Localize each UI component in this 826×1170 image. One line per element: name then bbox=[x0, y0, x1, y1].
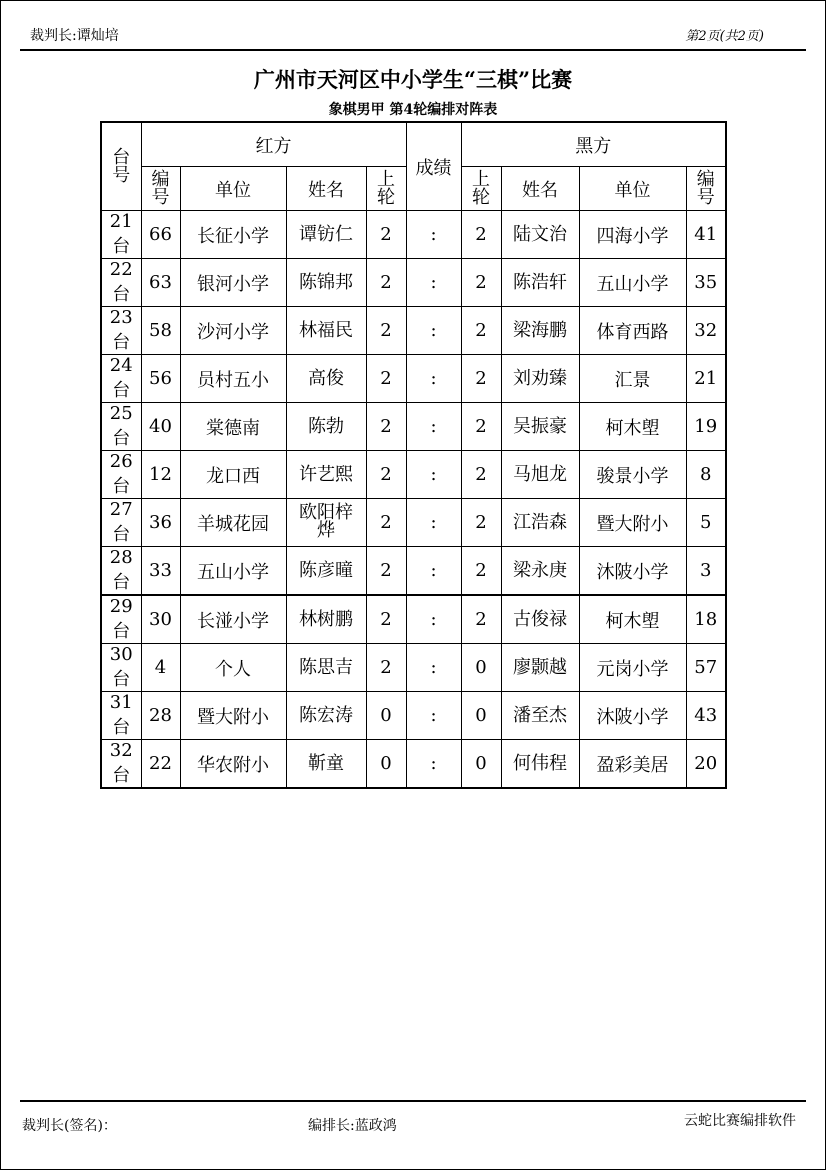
red-unit-cell: 沙河小学 bbox=[180, 307, 286, 355]
black-prev-cell: 0 bbox=[461, 692, 501, 740]
referee-signature: 裁判长(签名)： bbox=[22, 1118, 117, 1134]
black-unit-cell: 暨大附小 bbox=[579, 499, 686, 547]
black-no-cell: 21 bbox=[686, 355, 726, 403]
red-unit-cell: 五山小学 bbox=[180, 547, 286, 596]
board-cell: 27台 bbox=[101, 499, 141, 547]
red-no-cell: 36 bbox=[141, 499, 180, 547]
black-prev-cell: 0 bbox=[461, 740, 501, 789]
black-name-header: 姓名 bbox=[501, 167, 579, 211]
red-no-cell: 63 bbox=[141, 259, 180, 307]
red-no-cell: 12 bbox=[141, 451, 180, 499]
page-number: 第2页(共2页) bbox=[685, 29, 764, 44]
red-name-cell: 欧阳梓烨 bbox=[286, 499, 366, 547]
black-name-cell: 江浩森 bbox=[501, 499, 579, 547]
table-row bbox=[101, 692, 726, 740]
red-no-cell: 22 bbox=[141, 740, 180, 789]
red-name-cell: 陈宏涛 bbox=[286, 692, 366, 740]
board-cell: 23台 bbox=[101, 307, 141, 355]
table-row bbox=[101, 259, 726, 307]
result-cell: : bbox=[406, 211, 461, 259]
black-unit-cell: 五山小学 bbox=[579, 259, 686, 307]
red-prev-cell: 2 bbox=[366, 355, 406, 403]
result-cell: : bbox=[406, 692, 461, 740]
black-no-cell: 8 bbox=[686, 451, 726, 499]
red-side-header: 红方 bbox=[141, 122, 406, 167]
red-name-cell: 许艺熙 bbox=[286, 451, 366, 499]
software-name: 云蛇比赛编排软件 bbox=[684, 1113, 796, 1129]
black-unit-cell: 四海小学 bbox=[579, 211, 686, 259]
board-cell: 24台 bbox=[101, 355, 141, 403]
board-cell: 28台 bbox=[101, 547, 141, 596]
black-prev-cell: 2 bbox=[461, 355, 501, 403]
black-no-cell: 19 bbox=[686, 403, 726, 451]
black-name-cell: 潘至杰 bbox=[501, 692, 579, 740]
red-unit-cell: 暨大附小 bbox=[180, 692, 286, 740]
black-prev-cell: 2 bbox=[461, 259, 501, 307]
black-unit-cell: 沐陂小学 bbox=[579, 547, 686, 596]
black-no-cell: 18 bbox=[686, 595, 726, 644]
red-unit-cell: 棠德南 bbox=[180, 403, 286, 451]
black-unit-cell: 盈彩美居 bbox=[579, 740, 686, 789]
page-subtitle: 象棋男甲 第4轮编排对阵表 bbox=[328, 102, 498, 118]
result-cell: : bbox=[406, 740, 461, 789]
red-name-cell: 陈彦曈 bbox=[286, 547, 366, 596]
black-no-cell: 41 bbox=[686, 211, 726, 259]
black-unit-header: 单位 bbox=[579, 167, 686, 211]
black-prev-header: 上轮 bbox=[461, 167, 501, 211]
black-prev-cell: 2 bbox=[461, 451, 501, 499]
red-prev-cell: 2 bbox=[366, 547, 406, 596]
red-no-cell: 28 bbox=[141, 692, 180, 740]
table-row bbox=[101, 403, 726, 451]
black-name-cell: 古俊禄 bbox=[501, 595, 579, 644]
red-no-cell: 4 bbox=[141, 644, 180, 692]
black-prev-cell: 2 bbox=[461, 403, 501, 451]
red-unit-cell: 个人 bbox=[180, 644, 286, 692]
black-prev-cell: 2 bbox=[461, 547, 501, 596]
red-prev-cell: 2 bbox=[366, 451, 406, 499]
red-name-header: 姓名 bbox=[286, 167, 366, 211]
red-no-cell: 58 bbox=[141, 307, 180, 355]
red-prev-cell: 0 bbox=[366, 740, 406, 789]
black-unit-cell: 柯木塱 bbox=[579, 403, 686, 451]
black-unit-cell: 体育西路 bbox=[579, 307, 686, 355]
black-prev-cell: 2 bbox=[461, 211, 501, 259]
red-name-cell: 高俊 bbox=[286, 355, 366, 403]
red-name-cell: 陈思吉 bbox=[286, 644, 366, 692]
board-cell: 32台 bbox=[101, 740, 141, 789]
black-prev-cell: 2 bbox=[461, 499, 501, 547]
black-name-cell: 马旭龙 bbox=[501, 451, 579, 499]
red-name-cell: 陈勃 bbox=[286, 403, 366, 451]
red-no-cell: 33 bbox=[141, 547, 180, 596]
red-unit-cell: 长湴小学 bbox=[180, 595, 286, 644]
black-no-cell: 20 bbox=[686, 740, 726, 789]
result-header: 成绩 bbox=[406, 122, 461, 211]
board-cell: 31台 bbox=[101, 692, 141, 740]
table-row bbox=[101, 355, 726, 403]
scheduler: 编排长:蓝政鸿 bbox=[308, 1118, 397, 1134]
result-cell: : bbox=[406, 547, 461, 596]
black-name-cell: 陈浩轩 bbox=[501, 259, 579, 307]
red-prev-cell: 2 bbox=[366, 595, 406, 644]
black-prev-cell: 0 bbox=[461, 644, 501, 692]
pairing-table bbox=[100, 121, 727, 789]
pairing-rows bbox=[101, 211, 726, 789]
chief-referee: 裁判长:谭灿培 bbox=[30, 28, 119, 44]
black-unit-cell: 骏景小学 bbox=[579, 451, 686, 499]
red-name-cell: 靳童 bbox=[286, 740, 366, 789]
board-cell: 30台 bbox=[101, 644, 141, 692]
red-unit-header: 单位 bbox=[180, 167, 286, 211]
red-unit-cell: 长征小学 bbox=[180, 211, 286, 259]
black-side-header: 黑方 bbox=[461, 122, 726, 167]
black-unit-cell: 元岗小学 bbox=[579, 644, 686, 692]
red-name-cell: 谭钫仁 bbox=[286, 211, 366, 259]
black-name-cell: 梁永庚 bbox=[501, 547, 579, 596]
red-no-cell: 56 bbox=[141, 355, 180, 403]
black-prev-cell: 2 bbox=[461, 307, 501, 355]
table-row bbox=[101, 740, 726, 789]
board-cell: 29台 bbox=[101, 595, 141, 644]
black-no-cell: 57 bbox=[686, 644, 726, 692]
red-prev-cell: 2 bbox=[366, 499, 406, 547]
red-prev-cell: 2 bbox=[366, 644, 406, 692]
black-unit-cell: 柯木塱 bbox=[579, 595, 686, 644]
black-prev-cell: 2 bbox=[461, 595, 501, 644]
red-name-cell: 陈锦邦 bbox=[286, 259, 366, 307]
red-name-cell: 林福民 bbox=[286, 307, 366, 355]
table-row bbox=[101, 451, 726, 499]
board-cell: 22台 bbox=[101, 259, 141, 307]
result-cell: : bbox=[406, 403, 461, 451]
black-name-cell: 何伟程 bbox=[501, 740, 579, 789]
red-no-header: 编号 bbox=[141, 167, 180, 211]
red-prev-cell: 2 bbox=[366, 307, 406, 355]
red-unit-cell: 银河小学 bbox=[180, 259, 286, 307]
red-unit-cell: 华农附小 bbox=[180, 740, 286, 789]
board-cell: 25台 bbox=[101, 403, 141, 451]
result-cell: : bbox=[406, 259, 461, 307]
table-row bbox=[101, 211, 726, 259]
red-prev-header: 上轮 bbox=[366, 167, 406, 211]
black-no-header: 编号 bbox=[686, 167, 726, 211]
result-cell: : bbox=[406, 307, 461, 355]
black-name-cell: 梁海鹏 bbox=[501, 307, 579, 355]
table-row bbox=[101, 499, 726, 547]
table-row bbox=[101, 547, 726, 596]
red-no-cell: 66 bbox=[141, 211, 180, 259]
page-title: 广州市天河区中小学生“三棋”比赛 bbox=[253, 67, 573, 92]
header-rule bbox=[20, 49, 806, 51]
red-name-cell: 林树鹏 bbox=[286, 595, 366, 644]
table-row bbox=[101, 595, 726, 644]
result-cell: : bbox=[406, 499, 461, 547]
black-unit-cell: 沐陂小学 bbox=[579, 692, 686, 740]
red-unit-cell: 羊城花园 bbox=[180, 499, 286, 547]
black-name-cell: 廖颢越 bbox=[501, 644, 579, 692]
table-row bbox=[101, 307, 726, 355]
black-no-cell: 43 bbox=[686, 692, 726, 740]
red-prev-cell: 2 bbox=[366, 403, 406, 451]
black-unit-cell: 汇景 bbox=[579, 355, 686, 403]
result-cell: : bbox=[406, 644, 461, 692]
black-no-cell: 35 bbox=[686, 259, 726, 307]
result-cell: : bbox=[406, 451, 461, 499]
black-no-cell: 5 bbox=[686, 499, 726, 547]
black-no-cell: 32 bbox=[686, 307, 726, 355]
board-cell: 21台 bbox=[101, 211, 141, 259]
red-unit-cell: 龙口西 bbox=[180, 451, 286, 499]
result-cell: : bbox=[406, 595, 461, 644]
table-row bbox=[101, 644, 726, 692]
black-no-cell: 3 bbox=[686, 547, 726, 596]
red-prev-cell: 2 bbox=[366, 211, 406, 259]
black-name-cell: 吴振豪 bbox=[501, 403, 579, 451]
black-name-cell: 刘劝臻 bbox=[501, 355, 579, 403]
red-no-cell: 40 bbox=[141, 403, 180, 451]
red-prev-cell: 0 bbox=[366, 692, 406, 740]
red-unit-cell: 员村五小 bbox=[180, 355, 286, 403]
black-name-cell: 陆文治 bbox=[501, 211, 579, 259]
result-cell: : bbox=[406, 355, 461, 403]
red-prev-cell: 2 bbox=[366, 259, 406, 307]
red-no-cell: 30 bbox=[141, 595, 180, 644]
board-cell: 26台 bbox=[101, 451, 141, 499]
footer-rule bbox=[20, 1100, 806, 1102]
board-header: 台号 bbox=[101, 122, 141, 211]
